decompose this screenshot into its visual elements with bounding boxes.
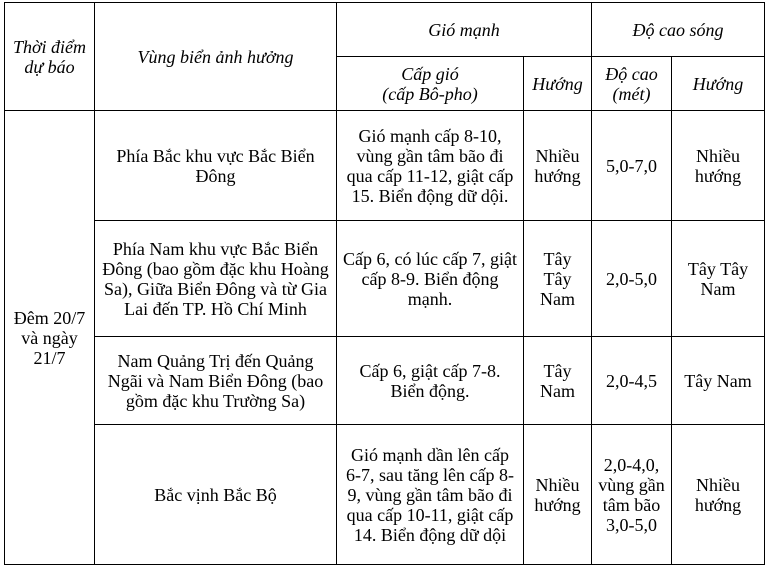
wind-level-cell: Gió mạnh cấp 8-10, vùng gần tâm bão đi qua cấp 11-12, giật cấp 15. Biển động dữ dội. <box>337 111 524 221</box>
header-strong-wind: Gió mạnh <box>337 3 592 57</box>
wind-level-cell: Cấp 6, có lúc cấp 7, giật cấp 8-9. Biển động mạnh. <box>337 221 524 337</box>
wind-direction-cell: Nhiều hướng <box>524 425 592 565</box>
header-wave-height-group: Độ cao sóng <box>592 3 765 57</box>
header-time: Thời điểm dự báo <box>5 3 95 111</box>
header-region: Vùng biển ảnh hưởng <box>95 3 337 111</box>
header-wind-direction: Hướng <box>524 57 592 111</box>
wind-direction-cell: Tây Tây Nam <box>524 221 592 337</box>
wave-height-cell: 2,0-4,5 <box>592 337 672 425</box>
wave-direction-cell: Nhiều hướng <box>672 425 765 565</box>
region-cell: Bắc vịnh Bắc Bộ <box>95 425 337 565</box>
region-cell: Phía Nam khu vực Bắc Biển Đông (bao gồm đặc khu Hoàng Sa), Giữa Biển Đông và từ Gia Lai đến TP. Hồ Chí Minh <box>95 221 337 337</box>
wind-level-cell: Gió mạnh dần lên cấp 6-7, sau tăng lên cấp 8-9, vùng gần tâm bão đi qua cấp 10-11, giật cấp 14. Biển động dữ dội <box>337 425 524 565</box>
header-wave-direction: Hướng <box>672 57 765 111</box>
wind-direction-cell: Tây Nam <box>524 337 592 425</box>
wave-height-cell: 2,0-4,0, vùng gần tâm bão 3,0-5,0 <box>592 425 672 565</box>
wave-direction-cell: Tây Tây Nam <box>672 221 765 337</box>
wave-direction-cell: Nhiều hướng <box>672 111 765 221</box>
time-period-cell: Đêm 20/7 và ngày 21/7 <box>5 111 95 565</box>
wave-direction-cell: Tây Nam <box>672 337 765 425</box>
forecast-table <box>4 2 765 565</box>
table-row <box>5 111 765 221</box>
table-row <box>5 337 765 425</box>
wave-height-cell: 5,0-7,0 <box>592 111 672 221</box>
header-wave-height-line2: (mét) <box>612 83 651 104</box>
wind-level-cell: Cấp 6, giật cấp 7-8. Biển động. <box>337 337 524 425</box>
table-row <box>5 221 765 337</box>
region-cell: Nam Quảng Trị đến Quảng Ngãi và Nam Biển Đông (bao gồm đặc khu Trường Sa) <box>95 337 337 425</box>
header-row-1 <box>5 3 765 57</box>
wave-height-cell: 2,0-5,0 <box>592 221 672 337</box>
region-cell: Phía Bắc khu vực Bắc Biển Đông <box>95 111 337 221</box>
header-wave-height <box>592 57 672 111</box>
wind-direction-cell: Nhiều hướng <box>524 111 592 221</box>
header-wind-level <box>337 57 524 111</box>
header-wind-level-line1: Cấp gió <box>401 63 459 84</box>
table-row <box>5 425 765 565</box>
header-wave-height-line1: Độ cao <box>605 63 658 84</box>
header-wind-level-line2: (cấp Bô-pho) <box>382 83 478 104</box>
